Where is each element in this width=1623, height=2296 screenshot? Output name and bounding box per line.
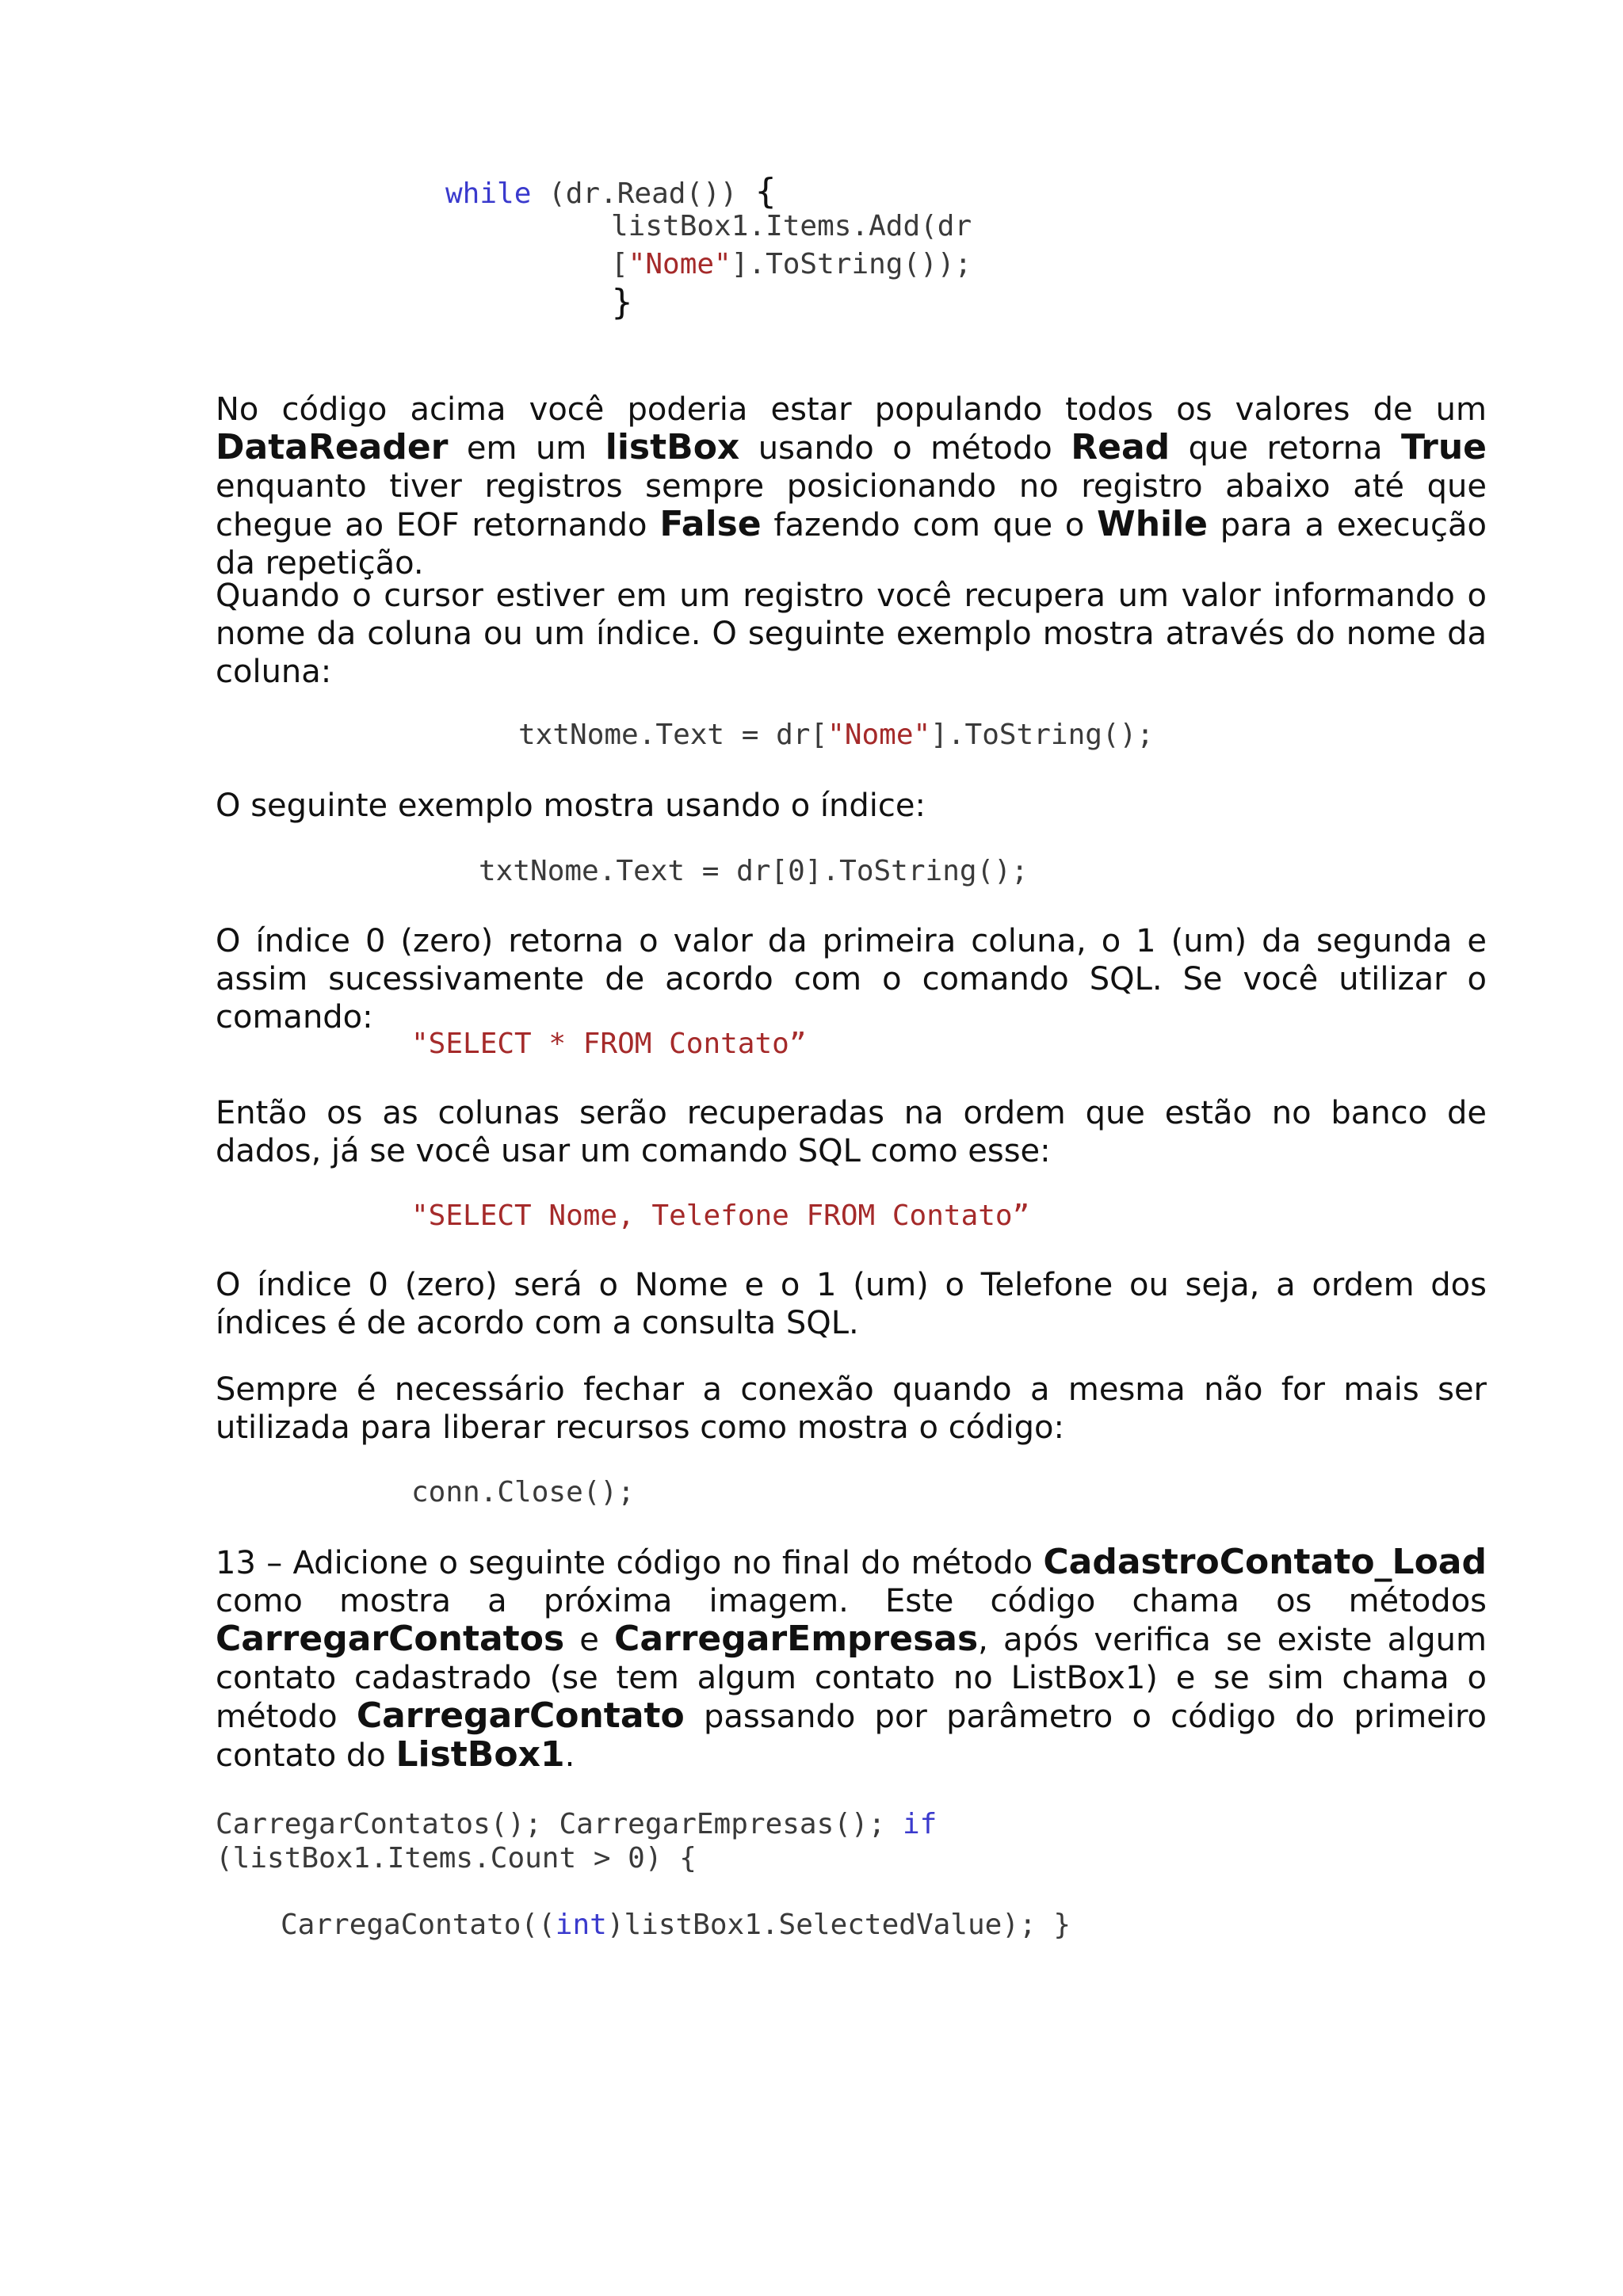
code-by-name (518, 716, 1154, 754)
text: enquanto tiver registros sempre posicionando no registro abaixo até que chegue ao EOF retornando (216, 468, 1487, 543)
paragraph-column-order: Então os as colunas serão recuperadas na ordem que estão no banco de dados, já se você usar um comando SQL como esse: (216, 1095, 1487, 1169)
brace-close: } (611, 282, 633, 322)
text: como mostra a próxima imagem. Este código chama os métodos (216, 1583, 1487, 1619)
bold-term: True (1400, 427, 1487, 467)
text: para a execução da repetição. (216, 507, 1487, 582)
text: em um (448, 430, 605, 467)
bold-term: CarregarContatos (216, 1619, 565, 1659)
paragraph-index-zero: O índice 0 (zero) retorna o valor da primeira coluna, o 1 (um) da segunda e assim sucessivamente de acordo com o comando SQL. Se você utilizar o comando: (216, 923, 1487, 1035)
code-while-line3 (611, 246, 972, 284)
bold-term: listBox (605, 427, 740, 467)
code-final-line1 (216, 1806, 937, 1844)
code-by-index: txtNome.Text = dr[0].ToString(); (479, 855, 1029, 887)
paragraph-step-13 (216, 1543, 1487, 1775)
bold-term: CarregarEmpresas (614, 1619, 979, 1659)
string-literal: "Nome" (628, 248, 731, 280)
text: usando o método (739, 430, 1071, 467)
code-conn-close: conn.Close(); (411, 1476, 635, 1508)
code-text: txtNome.Text = dr[ (518, 719, 828, 751)
text: fazendo com que o (761, 507, 1098, 543)
keyword-int: int (555, 1909, 607, 1941)
code-text: ].ToString(); (930, 719, 1154, 751)
text: passando por parâmetro o código do primeiro contato do (216, 1699, 1487, 1774)
string-literal: "Nome" (827, 719, 931, 751)
text: No código acima você poderia estar populando todos os valores de um (216, 391, 1487, 428)
bold-term: CarregarContato (356, 1695, 685, 1736)
text: 13 – Adicione o seguinte código no final do método (216, 1545, 1044, 1581)
code-while-line4 (611, 284, 633, 324)
bold-term: False (659, 504, 762, 544)
paragraph-cursor: Quando o cursor estiver em um registro você recupera um valor informando o nome da coluna ou um índice. O seguinte exemplo mostra através do nome da coluna: (216, 578, 1487, 690)
text: e (564, 1622, 615, 1658)
bold-term: ListBox1 (395, 1734, 565, 1775)
paragraph-close-connection: Sempre é necessário fechar a conexão quando a mesma não for mais ser utilizada para liberar recursos como mostra o código: (216, 1371, 1487, 1446)
bold-term: While (1097, 504, 1209, 544)
bold-term: CadastroContato_Load (1043, 1542, 1487, 1582)
code-final-line3 (281, 1906, 1071, 1944)
paragraph-index-example: O seguinte exemplo mostra usando o índice: (216, 788, 926, 824)
bold-term: Read (1071, 427, 1170, 467)
code-text: CarregarContatos(); CarregarEmpresas(); (216, 1808, 903, 1840)
code-text: CarregaContato(( (281, 1909, 556, 1941)
paragraph-index-mapping: O índice 0 (zero) será o Nome e o 1 (um) o Telefone ou seja, a ordem dos índices é de acordo com a consulta SQL. (216, 1267, 1487, 1341)
sql-select-all: "SELECT * FROM Contato” (411, 1028, 807, 1060)
code-text: ].ToString()); (731, 248, 972, 280)
code-text: [ (611, 248, 628, 280)
code-final-line2: (listBox1.Items.Count > 0) { (216, 1842, 697, 1875)
brace-open: { (754, 171, 777, 212)
keyword-while: while (445, 177, 532, 210)
text: que retorna (1170, 430, 1401, 467)
paragraph-datareader (216, 391, 1487, 582)
bold-term: DataReader (216, 427, 449, 467)
while-condition: (dr.Read()) (531, 177, 755, 210)
text: , após verifica se existe algum contato cadastrado (se tem algum contato no ListBox1) e se sim chama o método (216, 1622, 1487, 1735)
code-text: )listBox1.SelectedValue); } (606, 1909, 1071, 1941)
keyword-if: if (902, 1808, 938, 1840)
code-while-line2: listBox1.Items.Add(dr (611, 210, 972, 242)
text: . (564, 1737, 575, 1774)
sql-select-columns: "SELECT Nome, Telefone FROM Contato” (411, 1199, 1030, 1232)
